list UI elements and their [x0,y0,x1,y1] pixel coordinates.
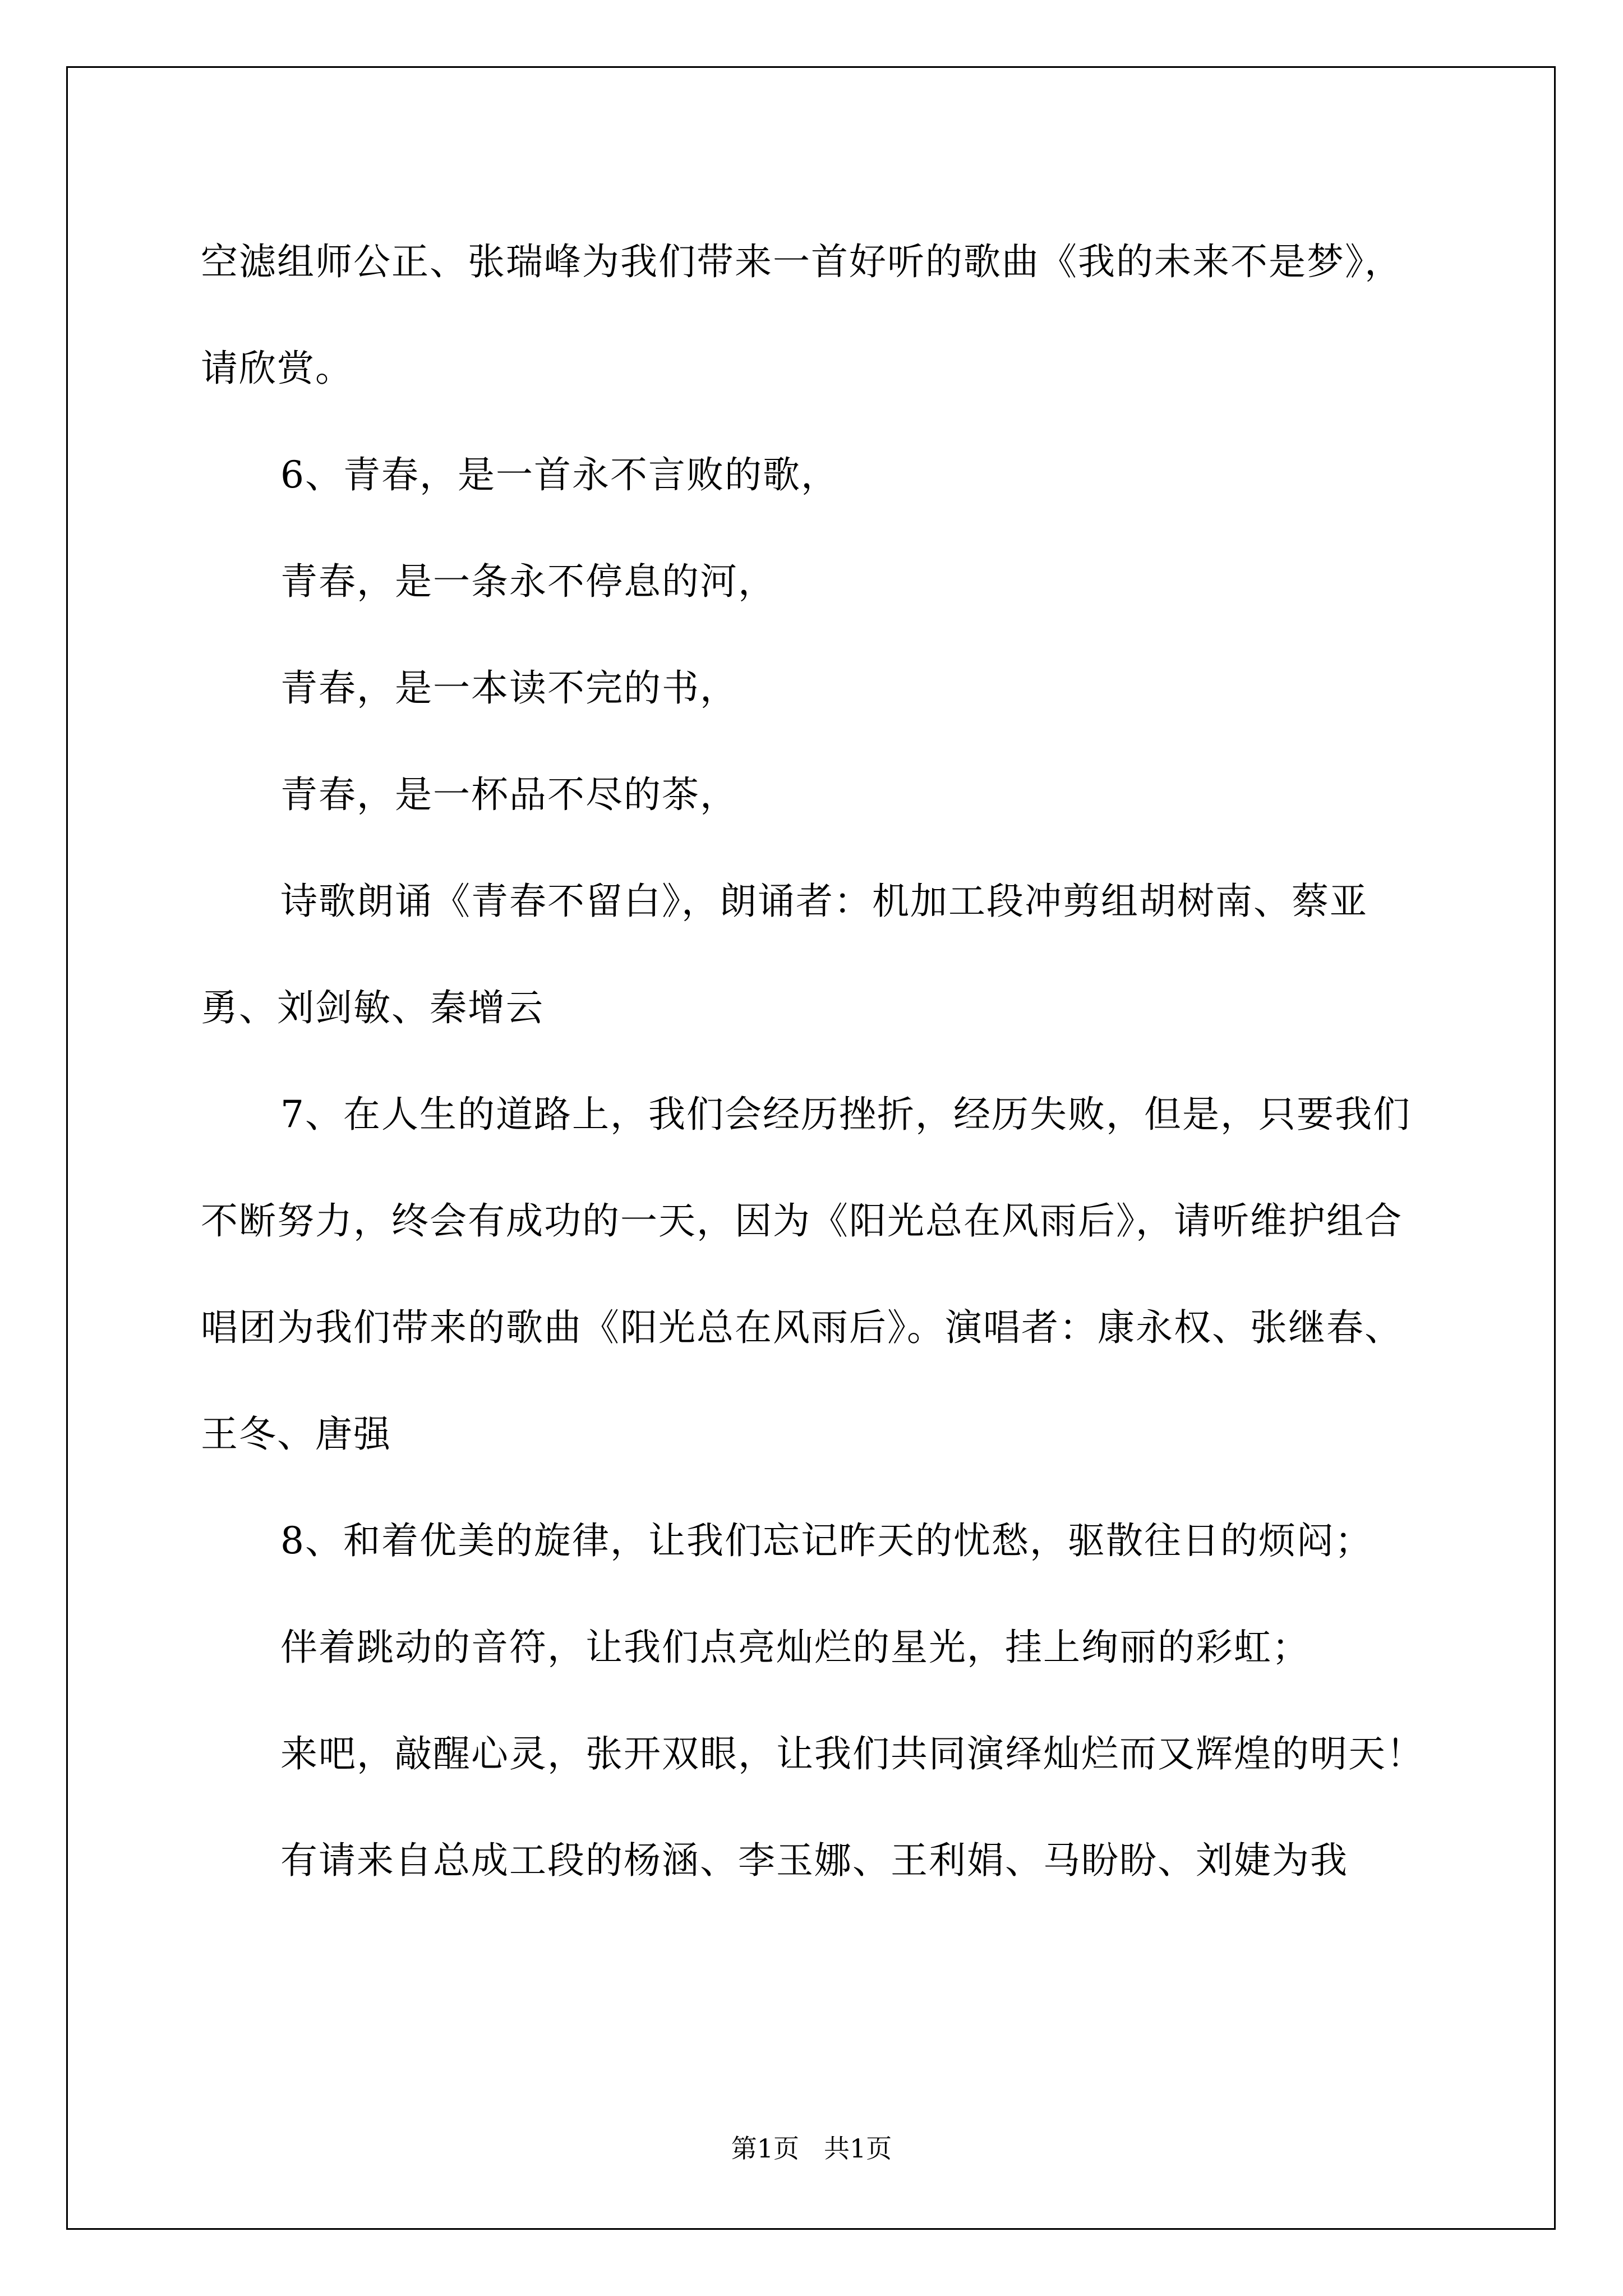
paragraph-8: 8、和着优美的旋律，让我们忘记昨天的忧愁，驱散往日的烦闷； [280,1519,1373,1562]
paragraph-3: 青春，是一条永不停息的河， [280,560,776,603]
paragraph-10: 来吧，敲醒心灵，张开双眼，让我们共同演绎灿烂而又辉煌的明天！ [280,1732,1424,1775]
paragraph-7: 7、在人生的道路上，我们会经历挫折，经历失败，但是，只要我们不断努力，终会有成功的一天，因为《阳光总在风雨后》，请听维护组合唱团为我们带来的歌曲《阳光总在风雨后》。演唱者：康永权、张继春、王冬、唐强 [201,1093,1411,1456]
paragraph-9: 伴着跳动的音符，让我们点亮灿烂的星光，挂上绚丽的彩虹； [280,1626,1310,1669]
page-footer [0,2132,1623,2165]
paragraph-4: 青春，是一本读不完的书， [280,666,738,710]
paragraph-6: 诗歌朗诵《青春不留白》，朗诵者：机加工段冲剪组胡树南、蔡亚勇、刘剑敏、秦增云 [201,880,1368,1029]
page-number: 第1页 [731,2133,799,2164]
paragraph-2: 6、青春，是一首永不言败的歌， [280,453,839,496]
paragraph-5: 青春，是一杯品不尽的茶， [280,773,738,816]
document-body [201,209,1429,1914]
paragraph-1: 空滤组师公正、张瑞峰为我们带来一首好听的歌曲《我的未来不是梦》，请欣赏。 [201,240,1403,390]
paragraph-11: 有请来自总成工段的杨涵、李玉娜、王利娟、马盼盼、刘婕为我 [280,1839,1348,1882]
page-total: 共1页 [824,2133,892,2164]
